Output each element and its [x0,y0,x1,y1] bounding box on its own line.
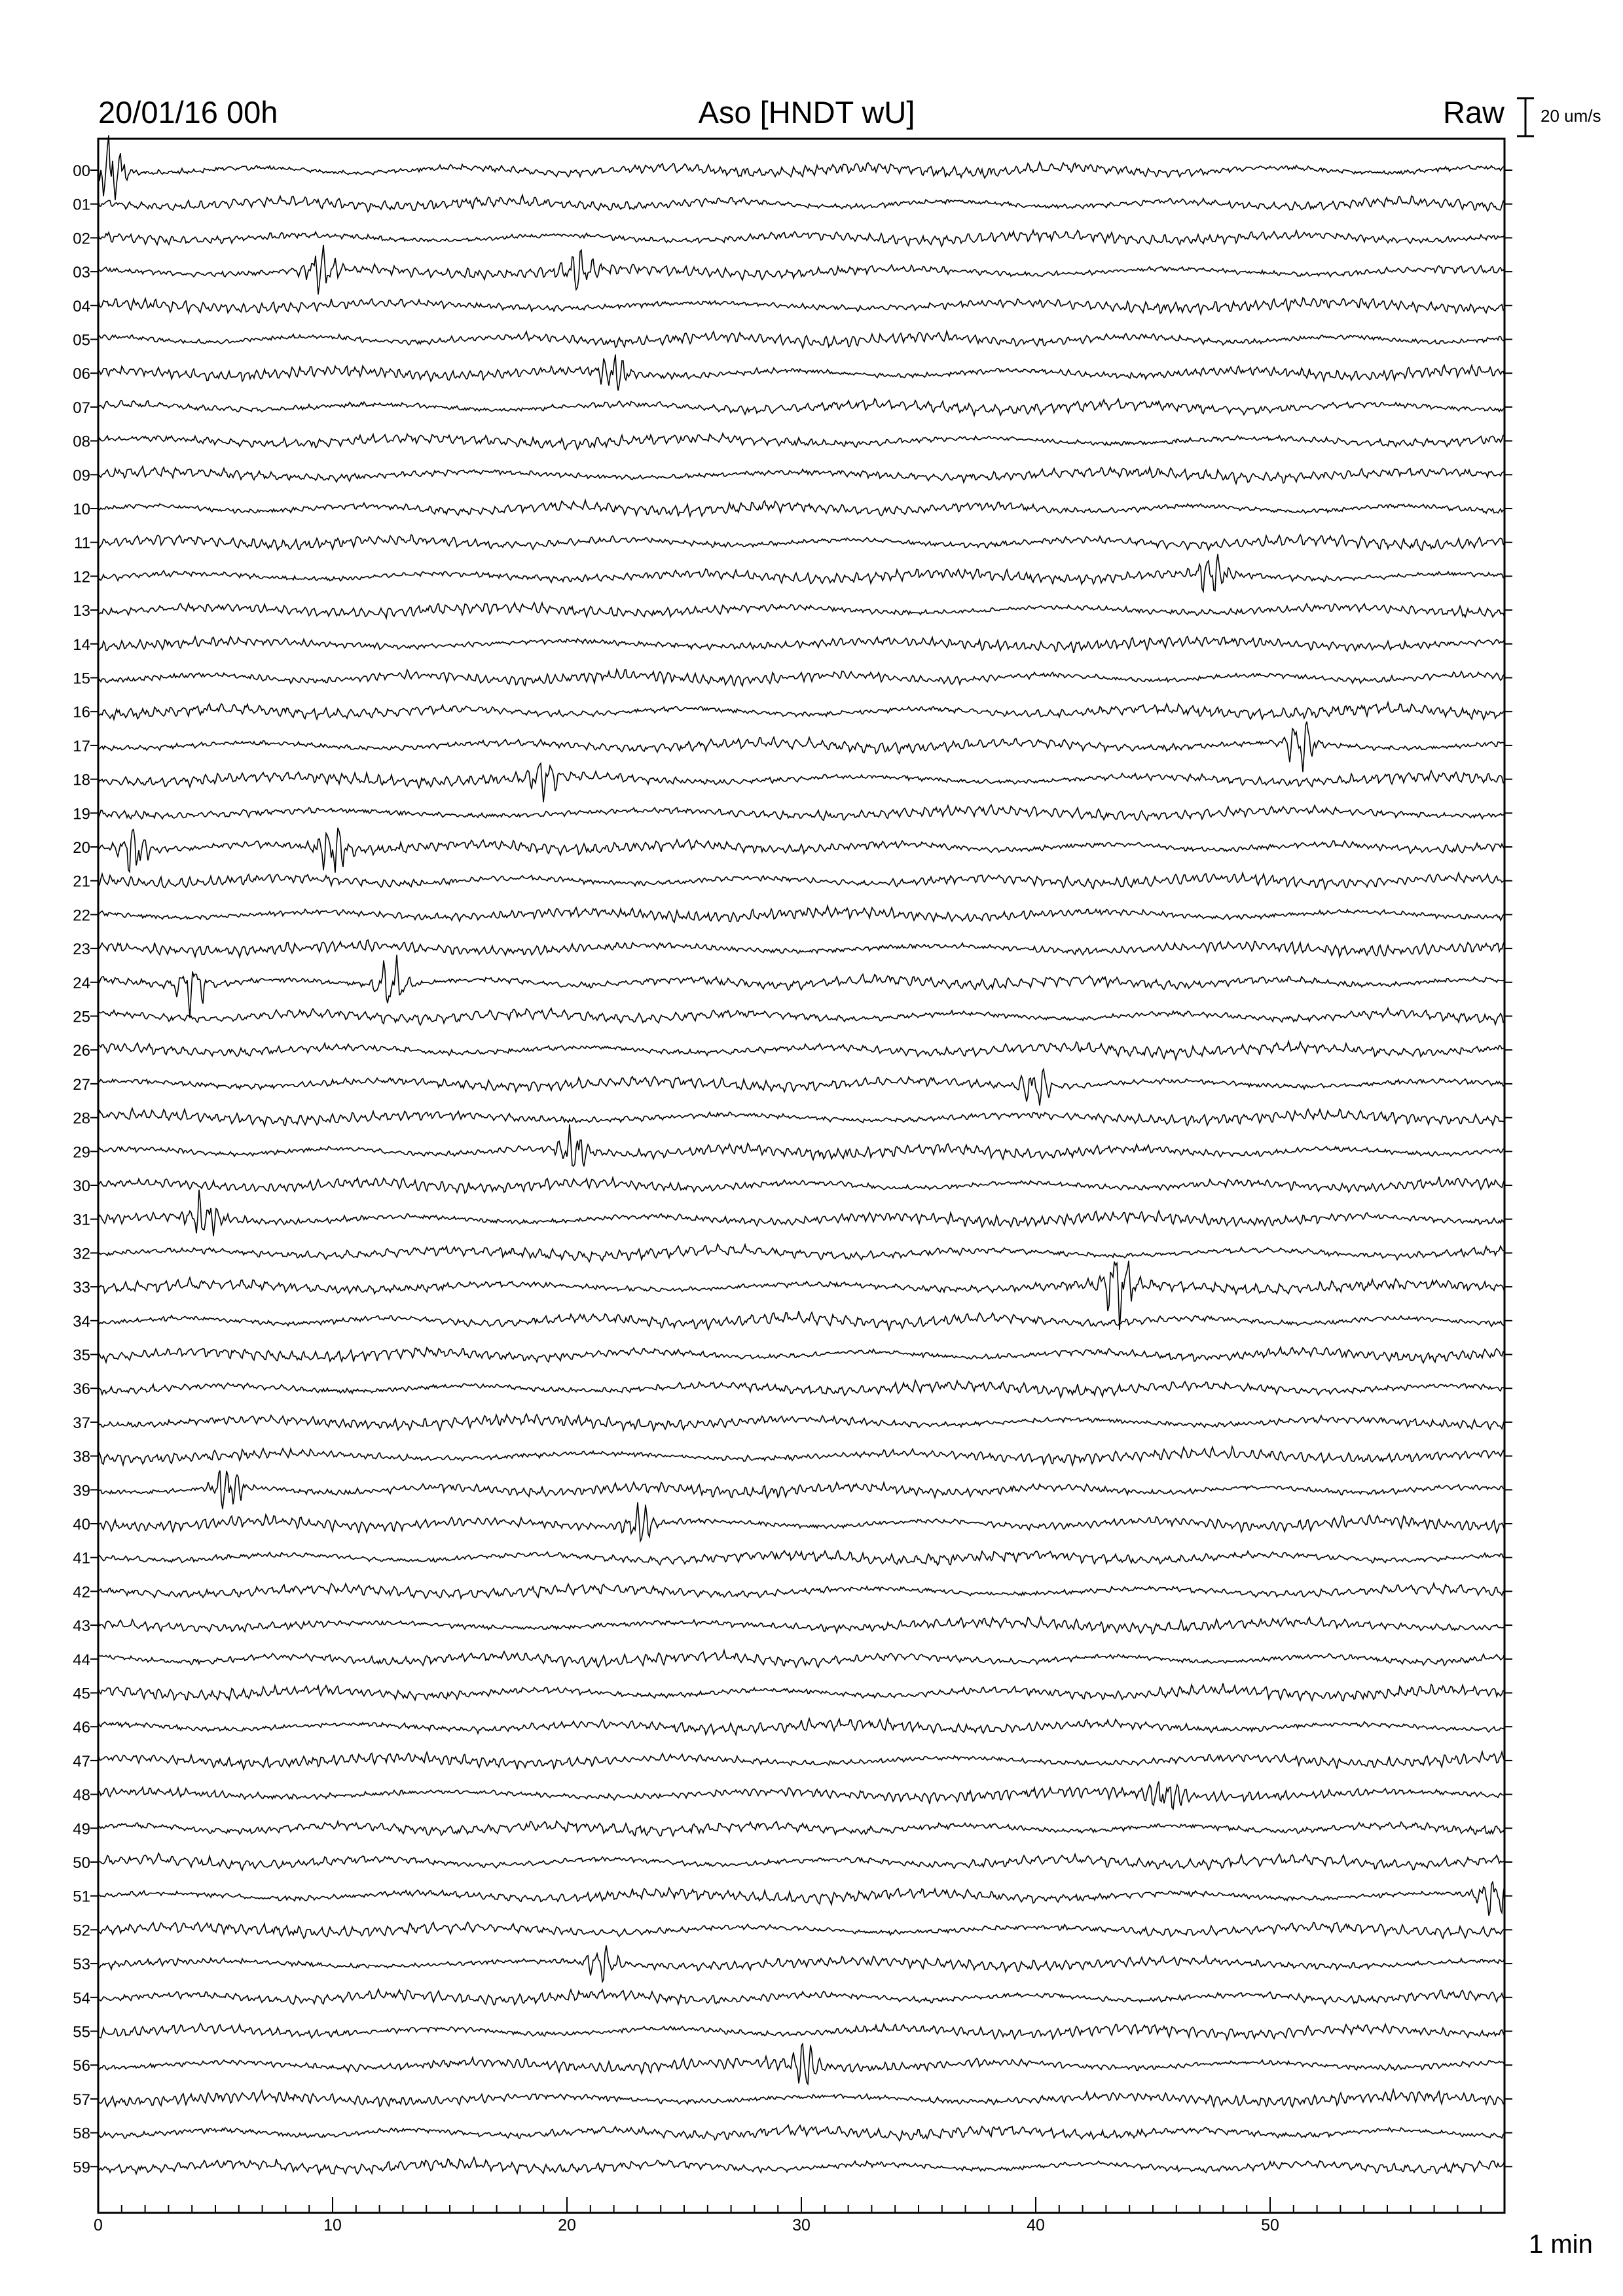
trace-54 [98,1989,1504,2005]
x-axis-label: 1 min [1529,2230,1593,2259]
row-label: 03 [73,264,90,282]
trace-26 [98,1041,1504,1059]
row-label: 51 [73,1888,90,1906]
trace-31 [98,1190,1504,1236]
trace-14 [98,637,1504,653]
scale-bar [1517,98,1534,136]
trace-27 [98,1069,1504,1105]
row-label: 50 [73,1854,90,1872]
trace-04 [98,298,1504,314]
row-label: 56 [73,2057,90,2075]
trace-55 [98,2024,1504,2040]
trace-07 [98,399,1504,416]
row-label: 10 [73,501,90,518]
trace-03 [98,245,1504,295]
trace-17 [98,722,1504,772]
row-label: 01 [73,196,90,214]
row-label: 23 [73,941,90,959]
row-label: 40 [73,1516,90,1534]
x-tick-label: 0 [94,2216,103,2234]
mode-label: Raw [1442,95,1504,130]
row-label: 59 [73,2159,90,2177]
trace-43 [98,1617,1504,1634]
row-label: 57 [73,2090,90,2109]
row-label: 58 [73,2125,90,2143]
row-label: 12 [73,568,90,586]
trace-01 [98,195,1504,212]
trace-39 [98,1471,1504,1509]
trace-35 [98,1347,1504,1363]
row-label: 30 [73,1177,90,1195]
row-labels-group [73,162,1512,2176]
row-label: 19 [73,805,90,823]
plot-frame [98,139,1504,2213]
row-label: 49 [73,1820,90,1839]
row-label: 37 [73,1414,90,1432]
row-label: 24 [73,974,90,992]
row-label: 21 [73,872,90,891]
trace-37 [98,1414,1504,1431]
trace-59 [98,2157,1504,2174]
row-label: 26 [73,1042,90,1060]
trace-18 [98,763,1504,802]
row-label: 18 [73,771,90,789]
row-label: 55 [73,2023,90,2041]
x-tick-label: 50 [1261,2216,1279,2234]
chart-title: Aso [HNDT wU] [698,95,915,130]
scale-bar-label: 20 um/s [1541,106,1601,126]
row-label: 28 [73,1109,90,1128]
row-label: 44 [73,1651,90,1669]
trace-19 [98,805,1504,821]
trace-44 [98,1651,1504,1668]
trace-51 [98,1882,1504,1916]
trace-38 [98,1446,1504,1465]
trace-29 [98,1124,1504,1166]
x-tick-label: 10 [323,2216,342,2234]
trace-47 [98,1752,1504,1770]
trace-58 [98,2125,1504,2141]
row-label: 54 [73,1989,90,2007]
trace-20 [98,828,1504,873]
row-label: 41 [73,1549,90,1568]
row-label: 22 [73,906,90,925]
row-label: 53 [73,1956,90,1974]
trace-25 [98,1008,1504,1025]
row-label: 32 [73,1245,90,1263]
trace-00 [98,135,1504,200]
row-label: 42 [73,1583,90,1602]
trace-15 [98,670,1504,686]
row-label: 13 [73,602,90,620]
row-label: 43 [73,1617,90,1636]
trace-41 [98,1551,1504,1565]
row-label: 20 [73,839,90,857]
trace-22 [98,906,1504,922]
row-label: 38 [73,1448,90,1466]
trace-49 [98,1821,1504,1836]
trace-06 [98,355,1504,391]
trace-28 [98,1109,1504,1126]
traces-group [98,135,1504,2174]
row-label: 07 [73,399,90,417]
trace-57 [98,2090,1504,2107]
trace-05 [98,331,1504,348]
header-datetime: 20/01/16 00h [98,95,278,130]
trace-10 [98,500,1504,516]
row-label: 46 [73,1719,90,1737]
x-tick-label: 40 [1027,2216,1045,2234]
trace-40 [98,1502,1504,1541]
trace-08 [98,433,1504,450]
row-label: 06 [73,365,90,384]
trace-11 [98,535,1504,550]
trace-02 [98,230,1504,247]
trace-32 [98,1244,1504,1262]
row-label: 34 [73,1312,90,1331]
trace-45 [98,1683,1504,1701]
row-label: 14 [73,636,90,654]
trace-13 [98,603,1504,619]
row-label: 25 [73,1008,90,1026]
trace-30 [98,1177,1504,1193]
trace-34 [98,1311,1504,1330]
row-label: 00 [73,162,90,180]
trace-21 [98,873,1504,889]
row-label: 17 [73,737,90,755]
row-label: 09 [73,467,90,485]
row-label: 11 [74,534,90,552]
row-label: 52 [73,1922,90,1940]
row-label: 48 [73,1786,90,1804]
row-label: 33 [73,1279,90,1297]
trace-56 [98,2043,1504,2084]
row-label: 15 [73,670,90,688]
trace-16 [98,702,1504,719]
trace-52 [98,1922,1504,1939]
row-label: 05 [73,331,90,350]
row-label: 02 [73,230,90,248]
x-axis [94,2197,1504,2234]
row-label: 16 [73,704,90,722]
trace-53 [98,1945,1504,1982]
row-label: 35 [73,1346,90,1365]
row-label: 45 [73,1685,90,1703]
trace-46 [98,1719,1504,1735]
trace-24 [98,955,1504,1018]
trace-50 [98,1853,1504,1870]
x-tick-label: 30 [792,2216,811,2234]
trace-36 [98,1380,1504,1397]
trace-12 [98,554,1504,591]
row-label: 27 [73,1075,90,1094]
x-tick-label: 20 [558,2216,576,2234]
row-label: 47 [73,1752,90,1770]
row-label: 08 [73,433,90,451]
row-label: 29 [73,1143,90,1162]
row-label: 04 [73,297,90,315]
trace-23 [98,940,1504,957]
trace-48 [98,1782,1504,1809]
row-label: 36 [73,1380,90,1399]
row-label: 31 [73,1211,90,1229]
row-label: 39 [73,1482,90,1500]
trace-09 [98,467,1504,484]
trace-42 [98,1583,1504,1598]
